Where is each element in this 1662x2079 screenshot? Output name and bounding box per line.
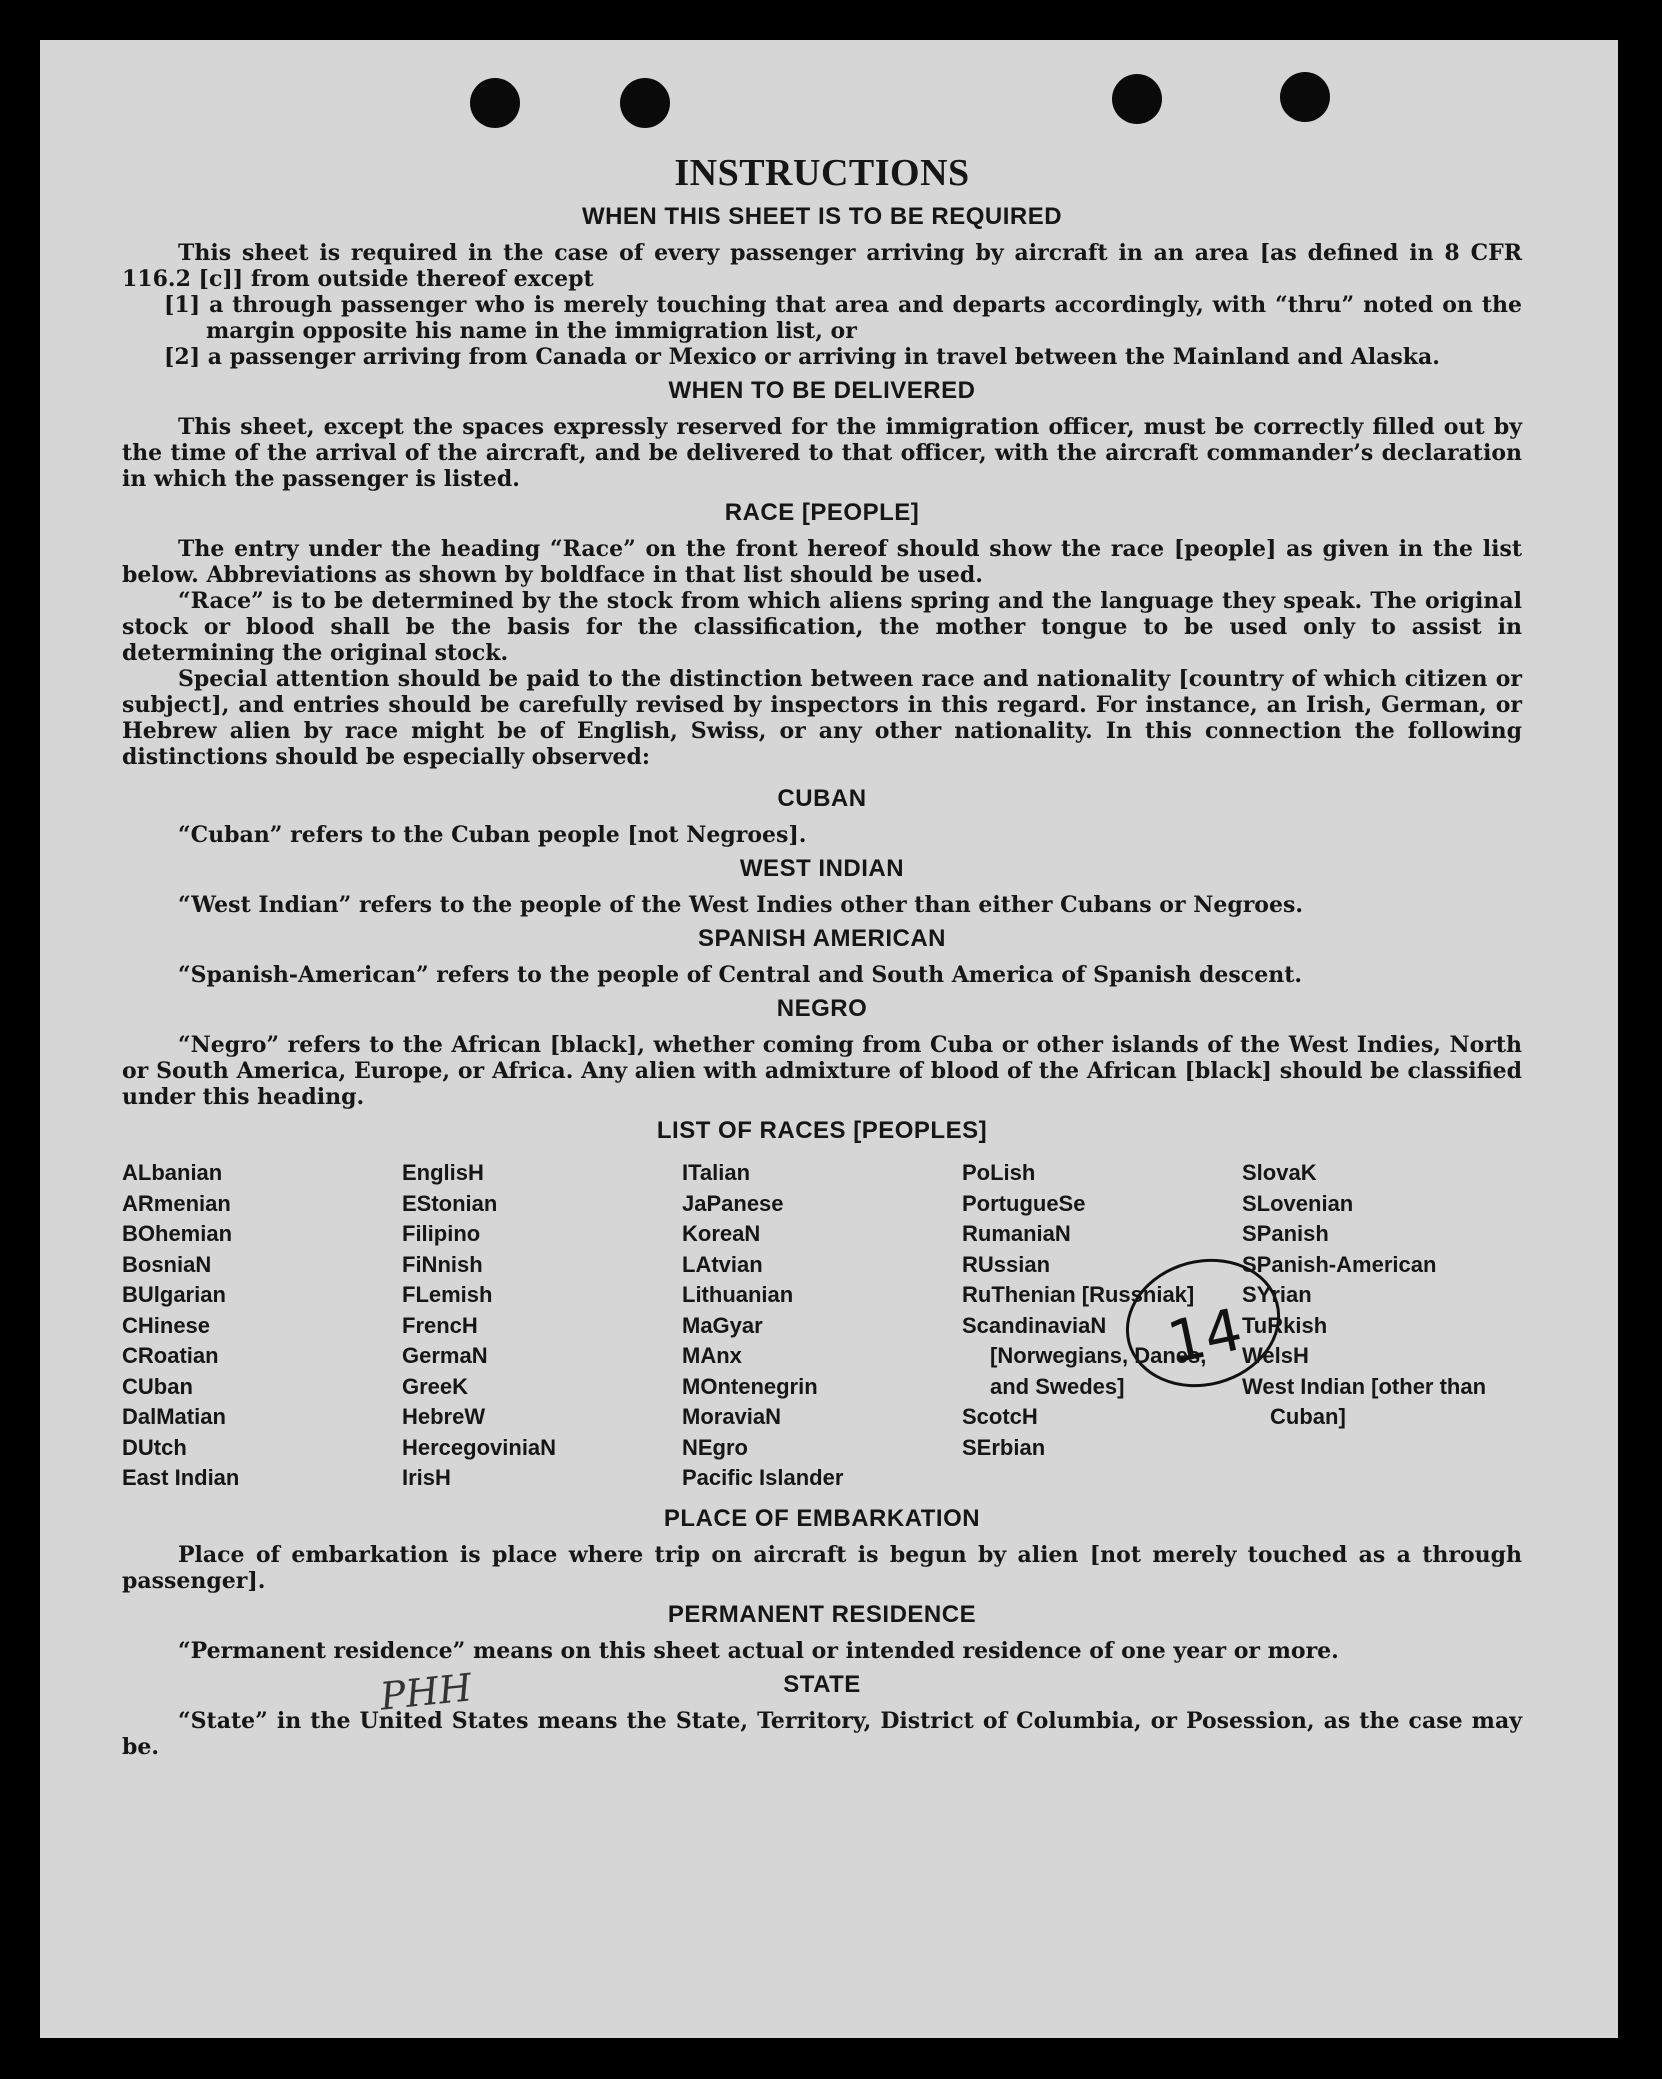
- race-entry: RuThenian [Russniak]: [962, 1282, 1195, 1307]
- race-entry: NEgro: [682, 1434, 748, 1460]
- heading-spanish-american: SPANISH AMERICAN: [697, 925, 946, 952]
- race-entry: Pacific Islander: [682, 1465, 844, 1490]
- heading-negro: NEGRO: [776, 995, 868, 1022]
- heading-races-list: LIST OF RACES [PEOPLES]: [656, 1117, 988, 1144]
- race-entry: GreeK: [402, 1373, 469, 1399]
- handwritten-initials: PHH: [377, 1665, 474, 1719]
- punch-hole-3: [1112, 74, 1162, 124]
- races-column-2: [402, 1158, 682, 1494]
- heading-embarkation: PLACE OF EMBARKATION: [663, 1504, 981, 1532]
- race-entry: KoreaN: [682, 1221, 761, 1246]
- race-entry: MOntenegrin: [682, 1373, 818, 1399]
- heading-race: RACE [PEOPLE]: [724, 499, 920, 526]
- race-entry: CRoatian: [122, 1343, 219, 1368]
- heading-permanent-residence: PERMANENT RESIDENCE: [667, 1600, 977, 1628]
- when-required-intro: This sheet is required in the case of every passenger arriving by aircraft in an area [as defined in 8 CFR 116.2 [c]] from outside thereof except: [122, 240, 1522, 292]
- page-title: INSTRUCTIONS: [674, 152, 970, 194]
- punch-hole-2: [620, 78, 670, 128]
- race-entry: HercegoviniaN: [402, 1434, 557, 1460]
- race-entry: FrencH: [402, 1312, 478, 1338]
- state-text: “State” in the United States means the State, Territory, District of Columbia, or Posession, as the case may be.: [122, 1707, 1522, 1760]
- race-entry: RUssian: [962, 1251, 1051, 1277]
- document-sheet: [40, 40, 1618, 2038]
- races-list: [122, 1158, 1522, 1494]
- race-entry: IrisH: [402, 1465, 451, 1490]
- race-entry: SErbian: [962, 1434, 1046, 1460]
- heading-west-indian: WEST INDIAN: [739, 855, 905, 882]
- race-entry: SlovaK: [1242, 1160, 1317, 1185]
- race-entry: CHinese: [122, 1312, 211, 1338]
- race-entry: RumaniaN: [962, 1221, 1071, 1246]
- race-entry: ALbanian: [122, 1160, 223, 1185]
- race-entry: SPanish-American: [1242, 1251, 1437, 1277]
- race-entry: ScandinaviaN [Norwegians, Danes, and Swedes]: [962, 1312, 1207, 1399]
- race-entry: ARmenian: [122, 1190, 231, 1216]
- race-entry: FLemish: [402, 1282, 493, 1307]
- race-entry: JaPanese: [682, 1190, 784, 1216]
- permanent-residence-text: “Permanent residence” means on this sheet actual or intended residence of one year or more.: [178, 1637, 1339, 1664]
- race-entry: East Indian: [122, 1465, 240, 1490]
- race-entry: MoraviaN: [682, 1404, 782, 1429]
- heading-cuban: CUBAN: [777, 785, 867, 812]
- punch-hole-4: [1280, 72, 1330, 122]
- race-entry: FiNnish: [402, 1251, 483, 1277]
- race-entry: BosniaN: [122, 1251, 212, 1277]
- race-entry: HebreW: [402, 1404, 486, 1429]
- race-entry: SYrian: [1242, 1282, 1312, 1307]
- race-entry: DUtch: [122, 1434, 187, 1460]
- west-indian-text: “West Indian” refers to the people of the West Indies other than either Cubans or Negroes.: [178, 892, 1304, 918]
- race-entry: EStonian: [402, 1190, 498, 1216]
- handwritten-number: 14: [1161, 1295, 1249, 1377]
- when-required-item-2: [2] a passenger arriving from Canada or Mexico or arriving in travel between the Mainland and Alaska.: [164, 344, 1440, 370]
- cuban-text: “Cuban” refers to the Cuban people [not Negroes].: [178, 822, 807, 848]
- punch-hole-1: [470, 78, 520, 128]
- races-column-4: [962, 1158, 1242, 1494]
- race-entry: GermaN: [402, 1343, 488, 1368]
- race-entry: Lithuanian: [682, 1282, 794, 1307]
- race-entry: DalMatian: [122, 1404, 226, 1429]
- race-entry: SLovenian: [1242, 1190, 1354, 1216]
- race-entry: TuRkish: [1242, 1312, 1328, 1338]
- race-entry: ScotcH: [962, 1404, 1038, 1429]
- races-column-3: [682, 1158, 962, 1494]
- heading-state: STATE: [783, 1670, 861, 1698]
- instructions-content: [122, 150, 1522, 1760]
- race-entry: Filipino: [402, 1221, 481, 1246]
- race-paragraph-2: “Race” is to be determined by the stock from which aliens spring and the language they speak. The original stock or blood shall be the basis for the classification, the mother tongue to be used only to assist in determining the original stock.: [122, 588, 1522, 666]
- race-entry: PortugueSe: [962, 1190, 1086, 1216]
- race-entry: BOhemian: [122, 1221, 233, 1246]
- race-entry: LAtvian: [682, 1251, 763, 1277]
- race-entry: PoLish: [962, 1160, 1036, 1185]
- race-entry: ITalian: [682, 1160, 751, 1185]
- heading-when-delivered: WHEN TO BE DELIVERED: [668, 377, 976, 404]
- races-column-1: [122, 1158, 402, 1494]
- race-paragraph-3: Special attention should be paid to the distinction between race and nationality [country of which citizen or subject], and entries should be carefully revised by inspectors in this regard. For instance, an Irish, German, or Hebrew alien by race might be of English, Swiss, or any other nationality. In this connection the following distinctions should be especially observed:: [122, 666, 1522, 770]
- race-entry: EnglisH: [402, 1160, 484, 1185]
- race-entry: MAnx: [682, 1343, 742, 1368]
- heading-when-required: WHEN THIS SHEET IS TO BE REQUIRED: [581, 203, 1063, 230]
- race-entry: BUlgarian: [122, 1282, 226, 1307]
- when-delivered-text: This sheet, except the spaces expressly reserved for the immigration officer, must be correctly filled out by the time of the arrival of the aircraft, and be delivered to that officer, with the aircraft commander’s declaration in which the passenger is listed.: [122, 414, 1522, 492]
- race-entry: SPanish: [1242, 1221, 1329, 1246]
- spanish-american-text: “Spanish-American” refers to the people of Central and South America of Spanish descent.: [178, 962, 1303, 988]
- race-entry: West Indian [other than Cuban]: [1242, 1373, 1487, 1429]
- races-column-5: [1242, 1158, 1522, 1494]
- race-entry: MaGyar: [682, 1312, 763, 1338]
- race-paragraph-1: The entry under the heading “Race” on the front hereof should show the race [people] as given in the list below. Abbreviations as shown by boldface in that list should be used.: [122, 536, 1522, 588]
- embarkation-text: Place of embarkation is place where trip on aircraft is begun by alien [not merely touched as a through passenger].: [122, 1541, 1522, 1594]
- negro-text: “Negro” refers to the African [black], whether coming from Cuba or other islands of the West Indies, North or South America, Europe, or Africa. Any alien with admixture of blood of the African [black] should be classified under this heading.: [122, 1032, 1522, 1110]
- race-entry: WelsH: [1242, 1343, 1309, 1368]
- when-required-item-1: [1] a through passenger who is merely touching that area and departs accordingly, with “thru” noted on the margin opposite his name in the immigration list, or: [164, 292, 1522, 344]
- race-entry: CUban: [122, 1373, 193, 1399]
